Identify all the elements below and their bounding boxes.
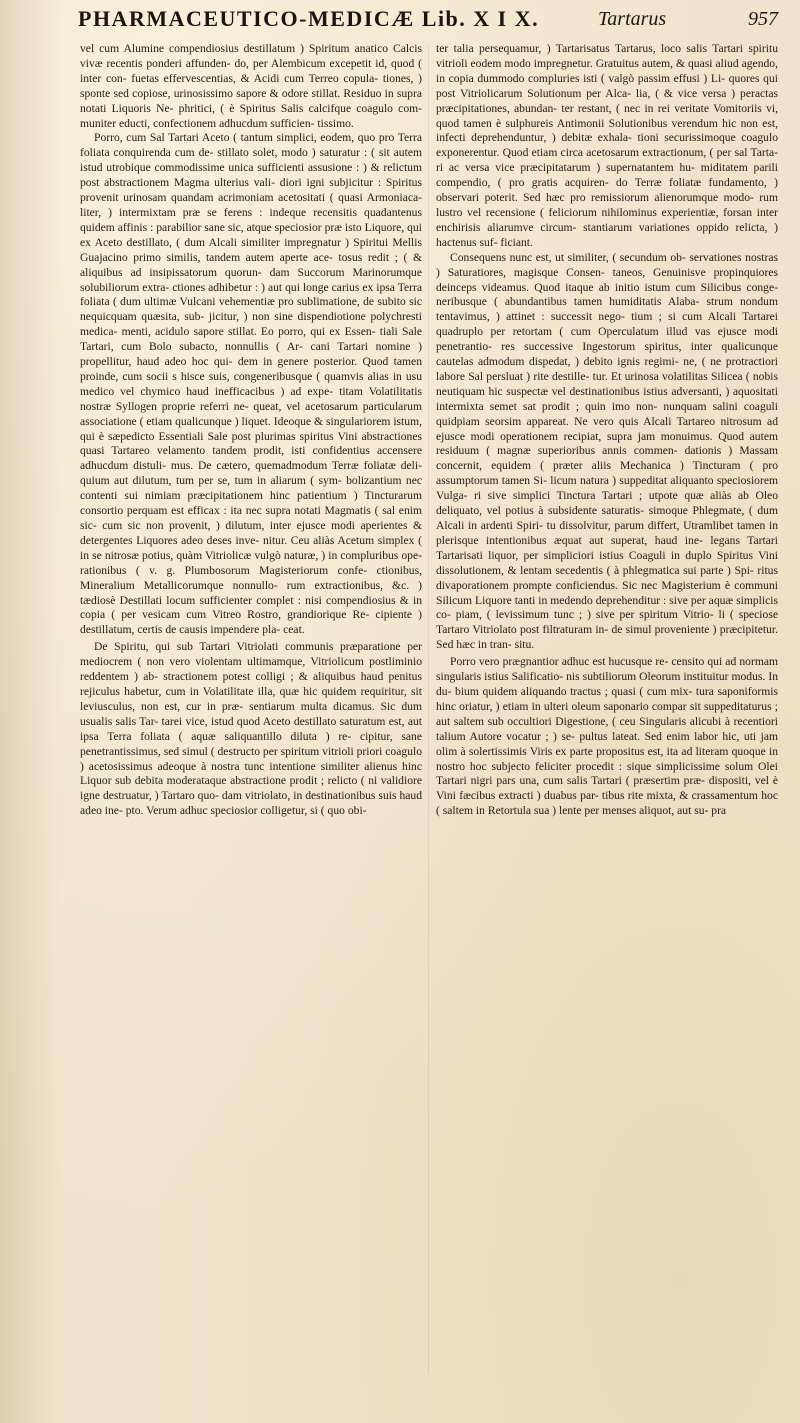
paragraph: vel cum Aluminе compendiosius destillatum ) Spiritum anatico Calcis vivæ recentis ponderi affunden- do, per Alembicum excepetit id, quod ( inter con- fuetas effervescentias, & Acidi cum Terreo copula- tiones, ) sponte sed copiose, urinosissimo sapore & odore stillat. Residuo in supra notati Liquoris Ne- phritici, ( è Spiritus Salis calcifque coagulo com- muniter educti, confectionem adhucdum sufficien- tissimo. bbox=[80, 42, 422, 130]
left-column bbox=[80, 42, 422, 1392]
section-mark: Tartarus bbox=[598, 8, 667, 30]
paragraph: De Spiritu, qui sub Tartari Vitriolati communis præparatione per mediocrem ( non vero violentam ultimamque, Vitriolicum postliminio reddentem ) ab- stractionem potest colligi ; & aliquibus haud penitus rejiculus habetur, cum in Volatilitate illa, quæ hic quidem requiritur, sit leviusculus, non est, cur in præ- sentiarum multa dicamus. Sic dum usualis salis Tar- tarei vice, istud quod Aceto destillato saturatum est, aut ipsa Terra foliata ( aquæ saliquantillo diluta ) re- cipitur, sane penetrantissimus, sed simul ( destructo per spiritum vitrioli priori coagulo ) acetosissimus adeoque à nostra tunc intentione similiter alienus hinc Liquor sub debita moderataque abstractione prodit ; relicto ( ni validiore igne destruatur, ) Tartaro quo- dam vitriolato, in destinationibus suis haud adeo ine- pto. Verum adhuc speciosior colligetur, si ( quo obi- bbox=[80, 640, 422, 818]
binding-shadow bbox=[0, 0, 60, 1423]
paragraph: Consequens nunc est, ut similiter, ( secundum ob- servationes nostras ) Saturatiores, magisque Consen- taneos, Genuinisve propinquiores deinceps videamus. Quod itaque ab initio istum cum Silicibus conge- neribusque ( abundantibus tamen humiditatis Alaba- strum nondum tentavimus, ) attinet : successit nego- tium ; si cum Alcali Tartarei quadruplo per retortam ( cum Operculatum illud vas ejusce modi penetrantio- res successive Ingestorum spiritus, inter qualicunque cautelas admodum dispedat, ) debito ignis regimi- ne, ( ne protractiori labore Sal persluat ) rite destille- tur. Et urinosa volatilitas Silicea ( nobis neutiquam hic suspectæ vel destinationibus istius adversanti, ) aquositati intermixta semet sat prodit ; quin imo non- nunquam salini coaguli quidpiam seorsim appareat. Ne vero quis Alcali Tartareo nitrosum ad ejusce modi operationem recipiat, supra jam monuimus. Quod autem residuum ( magnæ superioribus annis commen- dationis ) Massam concernit, equidem ( præter aliis Mechanica ) Tincturam ( pro assumptorum tamen Si- licum natura ) suppeditat aliquanto speciosiorem Vulga- ri sive simplici Tinctura Tartari ; utpote quæ aliàs ab Oleo deliquato, vel potius à subsidente saturatis- simoque Phlegmate, ( dum Alcali in ardenti Spiri- tu dissolvitur, parum differt, Utramlibet tamen in plerisque intentionibus æquat aut superat, haud ine- legans Tartari Tartarisati liquor, per simpliciori istius Coaguli in duplo Spiritus Vini dissolutionem, & lentam secedentis ( à phlegmatica sui parte ) Spi- ritus divaporationem prompte conficiendus. Sic nec Magisterium è communi Silicum Liquore tanti in medendo deprehenditur : sive per aquæ simplicis co- piam, ( levissimum tunc ; ) sive per spiritum Vitrio- li ( speciose Tartaro Vitriolato post filtraturam in- de simul proveniente ) præcipitetur. Sed hæc in tran- situ. bbox=[436, 250, 778, 652]
right-column bbox=[436, 42, 778, 1392]
paragraph: Porro, cum Sal Tartari Aceto ( tantum simplici, eodem, quo pro Terra foliata conquirenda cum de- stillato solet, modo ) saturatur : ( sit autem istud utrobique commodissime unica sufficienti assusione : ) & relictum post abstractionem Magma ulterius vali- diori igni subjicitur : Spiritus provenit urinosam quandam acrimoniam acetositati ( quasi Armoniaca- liter, ) intermixtam præ se ferens : indeque recensitis quadantenus quidem affinis : parabilior sane sic, atque speciosior præ isto Liquore, qui ex Aceto destillato, ( dum Alcali similiter impregnatur ) Spiritui Mellis Guajacino primo similis, tandem autem aperte ace- tosus redit ; ( & aliquibus ad insipissatorum quorun- dam Succorum Marinorumque solubiliorum extra- ctiones adhibetur : ) aut qui longe carius ex ipsa Terra foliata ( dum ultimæ Vulcani vehementiæ pro sublimatione, de subito sic nequicquam quæsita, sub- jicitur, ) non sine dispendiotione polychresti medica- menti, acidulo sapore stillat. Eo porro, qui ex Essen- tiali Sale Tartari, cum Bolo subacto, nonnullis ( Ar- cani Tartari nomine ) propellitur, haud adeo hoc qui- dem in genere posterior. Quod tamen proinde, cum socii s hisce suis, congeneribusque ( quamvis alias in usu medico vel chymico haud inefficacibus ) ad expe- titam Volatilitatis nostræ Syllogen proprie referri ne- queat, vel acetosarum particularum associatione ( etiam qualicunque ) liquet. Ideoque & singulariorem istum, qui è sæpedicto Essentiali Sale post plurimas spiritus Vini abstractiones quasi Tartareo velamento tandem prodit, isti confidentius accensere adhucdum distuli- mus. De cætero, quemadmodum Terræ foliatæ deli- quium aut dilutum, tum per se, tum in aliarum ( sym- bolizantium nec contenti sui nimiam præcipitationem hinc patientium ) Tincturarum consortio perquam est efficax : ita nec supra notati Magmatis ( sal enim sic- cum sic non provenit, ) dilutum, inter ejusce modi aperientes & detergentes Liquores adeo deses inve- nitur. Ceu aliàs Acetum simplex ( in se nitrosæ potius, quàm Vitriolicæ vulgò naturæ, ) in compluribus ope- rationibus ( v. g. Plumbosorum Magisteriorum confe- ctionibus, Mineralium Metallicorumque nonnullo- rum extractionibus, &c. ) tædiosè Destillati locum sufficienter complet : nisi compendiosius & in copia ( per vesicam cum Vitreo Rostro, grandiorique Re- cipiente ) destillatum, certis de causis impendere pla- ceat. bbox=[80, 131, 422, 637]
column-divider bbox=[428, 44, 429, 1374]
paragraph: ter talia persequamur, ) Tartarisatus Tartarus, loco salis Tartari spiritu vitrioli eodem modo impregnetur. Gratuitus autem, & quasi aliud agendo, in copia dummodo compluries isti ( valgò passim effusi ) Li- quores qui post Vitriolicarum Solutionum per Alca- lia, ( & vice versa ) peractas præcipitationes, abundan- ter restant, ( nec in rei veritate Vomitoriis vi, quod tamen è sulphureis Antimonii Solutionibus verendum hic non est, infecti deprehenduntur, ) debitæ exhala- tioni securissimoque coagulo exponerentur. Quod etiam circa acetosarum extractionum, ( per sal Tarta- ri ac versa vice præcipitatarum ) supernatantem hu- miditatem parili compendio, ( pro gratis acquiren- do Terræ foliatæ fundamento, ) observari poterit. Sed hæc pro remissiorum alienorumque modo- rum lustro vel recensione ( feliciorum nihilominus experientiæ, forsan inter enchirisis aliarumve circum- stantiarum variationes oppido relicta, ) hactenus suf- ficiant. bbox=[436, 42, 778, 249]
running-head: PHARMACEUTICO-MEDICÆ Lib. X I X. bbox=[78, 6, 540, 31]
page-header bbox=[78, 6, 778, 36]
text-columns bbox=[80, 42, 780, 1392]
page-number: 957 bbox=[748, 8, 778, 30]
paragraph: Porro vero prægnantior adhuc est hucusque re- censito qui ad normam singularis istius Salificatio- nis subtiliorum Oleorum instituitur modus. In du- bium quidem aliquando tractus ; quasi ( cum mix- tura saponiformis hinc oriatur, ) etiam in ulteri oleum saponario compar sit suppeditaturus ; aut saltem sub occultiori Digestione, ( ceu Singularis alicubi à recentiori talium Autore vocatur ; ) se- pultus lateat. Sed enim labor hic, uti jam olim à solertissimis Viris ex parte propositus est, ita ad literam quoque in nostro hoc subjecto feliciter procedit : sique simplicissime solum Olei Tartari nigri pars una, cum salis Tartari ( præsertim præ- dispositi, vel è Vini fæcibus extracti ) duabus par- tibus rite mixta, & crassamentum hoc ( saltem in Retortula sua ) lente per menses aliquot, aut su- pra bbox=[436, 655, 778, 818]
